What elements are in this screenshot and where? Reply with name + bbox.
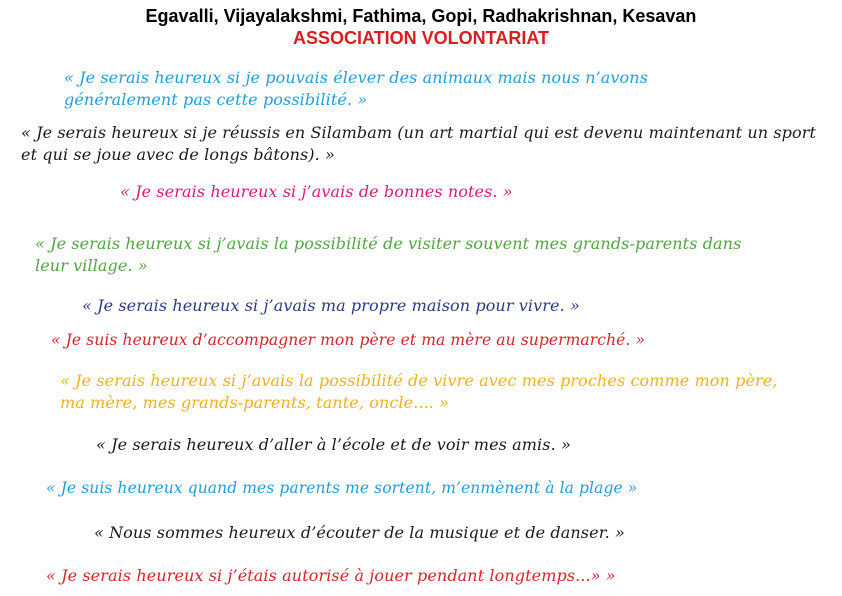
quote-animals: « Je serais heureux si je pouvais élever des animaux mais nous n’avons généralement pas cette possibilité. » (64, 68, 649, 109)
quote-supermarket: « Je suis heureux d’accompagner mon père et ma mère au supermarché. » (51, 331, 646, 349)
names-heading: Egavalli, Vijayalakshmi, Fathima, Gopi, Radhakrishnan, Kesavan (145, 6, 697, 26)
quote-grandparents: « Je serais heureux si j’avais la possibilité de visiter souvent mes grands-parents dans leur village. » (35, 234, 742, 275)
quote-good-grades: « Je serais heureux si j’avais de bonnes notes. » (120, 182, 513, 201)
quote-school-friends: « Je serais heureux d’aller à l’école et de voir mes amis. » (96, 435, 571, 454)
quote-music-dance: « Nous sommes heureux d’écouter de la musique et de danser. » (94, 523, 625, 542)
organization-heading: ASSOCIATION VOLONTARIAT (293, 28, 549, 48)
quote-beach: « Je suis heureux quand mes parents me sortent, m’enmènent à la plage » (46, 479, 638, 497)
quote-silambam: « Je serais heureux si je réussis en Silambam (un art martial qui est devenu maintenant un sport et qui se joue avec de longs bâtons). » (21, 123, 817, 164)
quote-play-long: « Je serais heureux si j’étais autorisé à jouer pendant longtemps...» » (46, 566, 616, 585)
quote-live-with-family: « Je serais heureux si j’avais la possibilité de vivre avec mes proches comme mon père, ma mère, mes grands-parents, tante, oncle.... » (60, 371, 778, 412)
quote-own-house: « Je serais heureux si j’avais ma propre maison pour vivre. » (82, 296, 580, 315)
